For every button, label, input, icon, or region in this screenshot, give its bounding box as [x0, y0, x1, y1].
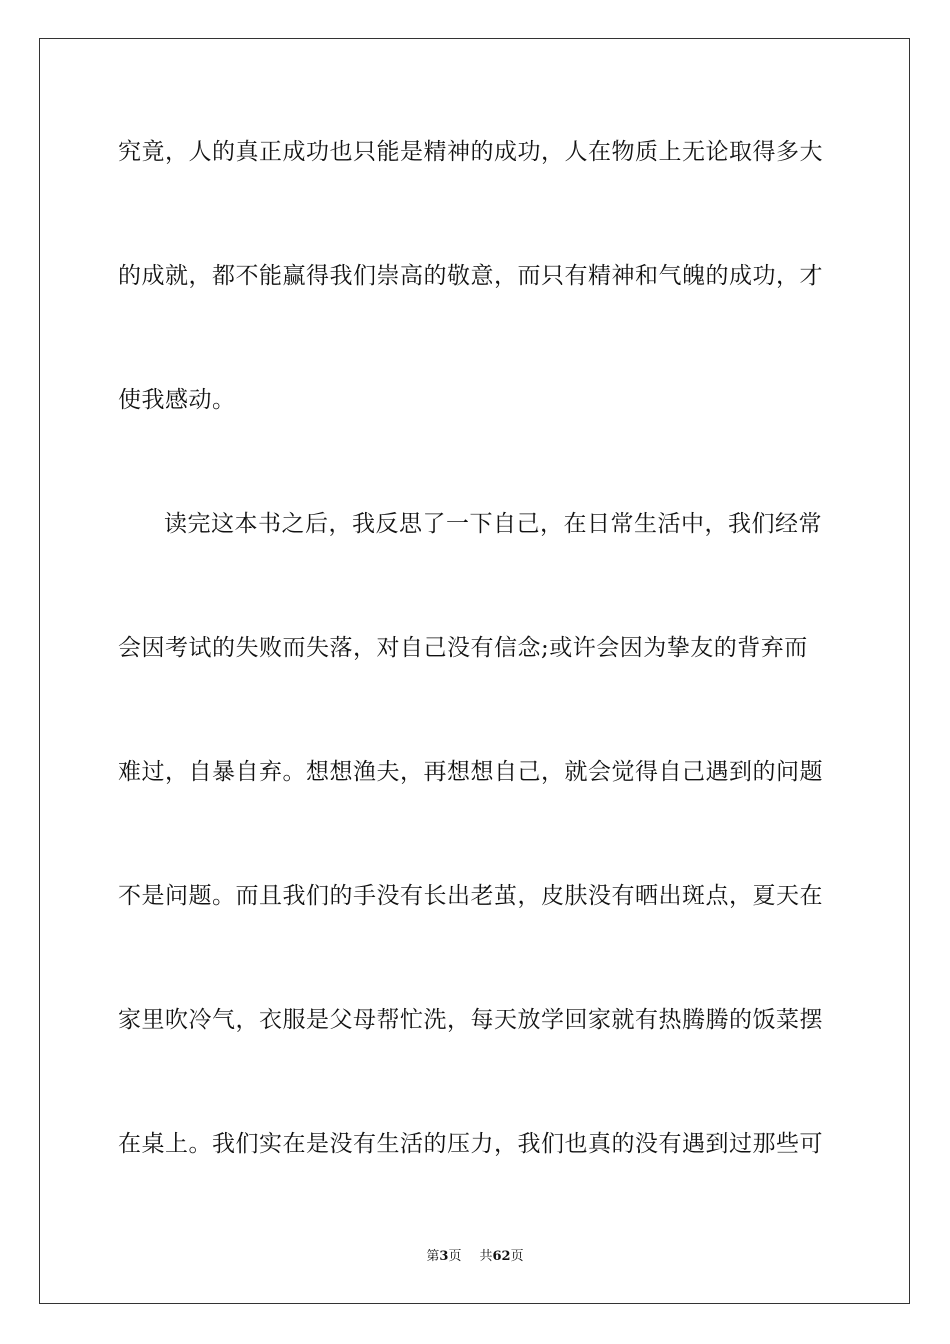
page-footer	[0, 1248, 950, 1266]
total-pages: 62	[492, 1249, 511, 1264]
text-line-9: 在桌上。我们实在是没有生活的压力，我们也真的没有遇到过那些可	[118, 1131, 823, 1157]
total-suffix: 页	[510, 1249, 524, 1264]
text-line-6: 难过，自暴自弃。想想渔夫，再想想自己，就会觉得自己遇到的问题	[118, 759, 823, 785]
total-prefix: 共	[479, 1249, 493, 1264]
page-prefix: 第	[426, 1249, 440, 1264]
page-suffix: 页	[448, 1249, 462, 1264]
text-line-1: 究竟，人的真正成功也只能是精神的成功，人在物质上无论取得多大	[118, 139, 823, 165]
page-number: 3	[439, 1249, 449, 1264]
text-line-4-paragraph-start: 读完这本书之后，我反思了一下自己，在日常生活中，我们经常	[164, 511, 822, 537]
text-line-8: 家里吹冷气，衣服是父母帮忙洗，每天放学回家就有热腾腾的饭菜摆	[118, 1007, 823, 1033]
text-line-7: 不是问题。而且我们的手没有长出老茧，皮肤没有晒出斑点，夏天在	[118, 883, 823, 909]
text-line-2: 的成就，都不能赢得我们崇高的敬意，而只有精神和气魄的成功，才	[118, 263, 823, 289]
text-line-5: 会因考试的失败而失落，对自己没有信念;或许会因为挚友的背弃而	[118, 635, 808, 661]
text-line-3: 使我感动。	[118, 387, 236, 413]
page-border	[39, 38, 910, 1304]
